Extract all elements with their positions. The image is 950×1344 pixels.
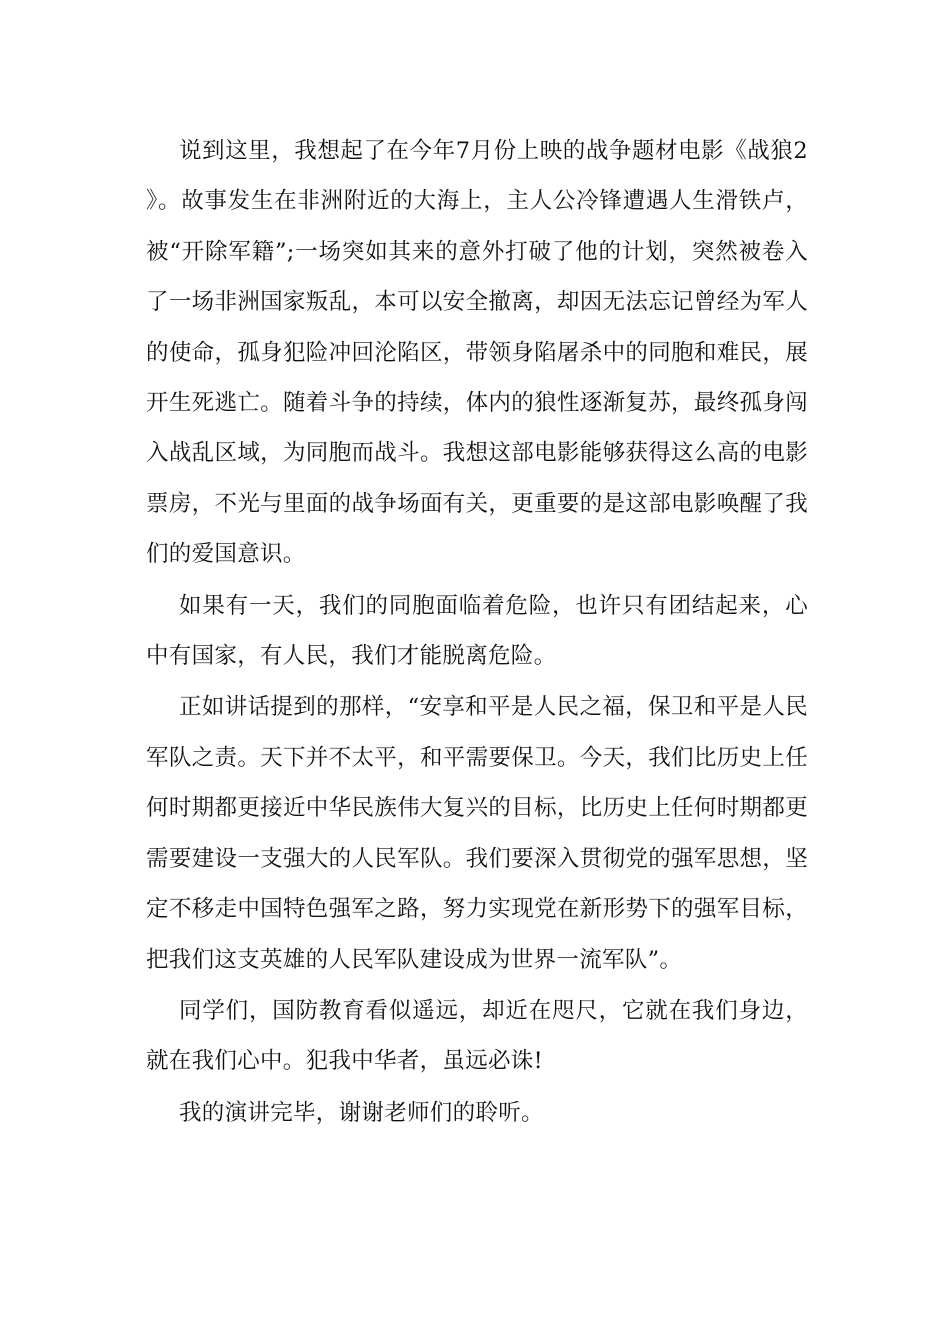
paragraph-closing: 我的演讲完毕，谢谢老师们的聆听。 <box>179 1099 544 1126</box>
paragraph-defense-education: 同学们，国防教育看似遥远，却近在咫尺，它就在我们身边，就在我们心中。犯我中华者，虽远必诛! <box>146 997 808 1075</box>
paragraph-zhanlang: 说到这里，我想起了在今年7月份上映的战争题材电影《战狼2》。故事发生在非洲附近的大海上，主人公冷锋遭遇人生滑铁卢，被“开除军籍”;一场突如其来的意外打破了他的计划，突然被卷入了一场非洲国家叛乱，本可以安全撤离，却因无法忘记曾经为军人的使命，孤身犯险冲回沦陷区，带领身陷屠杀中的同胞和难民，展开生死逃亡。随着斗争的持续，体内的狼性逐渐复苏，最终孤身闯入战乱区域，为同胞而战斗。我想这部电影能够获得这么高的电影票房，不光与里面的战争场面有关，更重要的是这部电影唤醒了我们的爱国意识。 <box>146 138 808 568</box>
paragraph-quote: 正如讲话提到的那样，“安享和平是人民之福，保卫和平是人民军队之责。天下并不太平，和平需要保卫。今天，我们比历史上任何时期都更接近中华民族伟大复兴的目标，比历史上任何时期都更需要建设一支强大的人民军队。我们要深入贯彻党的强军思想，坚定不移走中国特色强军之路，努力实现党在新形势下的强军目标，把我们这支英雄的人民军队建设成为世界一流军队”。 <box>146 694 808 973</box>
paragraph-unity: 如果有一天，我们的同胞面临着危险，也许只有团结起来，心中有国家，有人民，我们才能脱离危险。 <box>146 592 808 670</box>
document-body <box>146 126 808 1139</box>
